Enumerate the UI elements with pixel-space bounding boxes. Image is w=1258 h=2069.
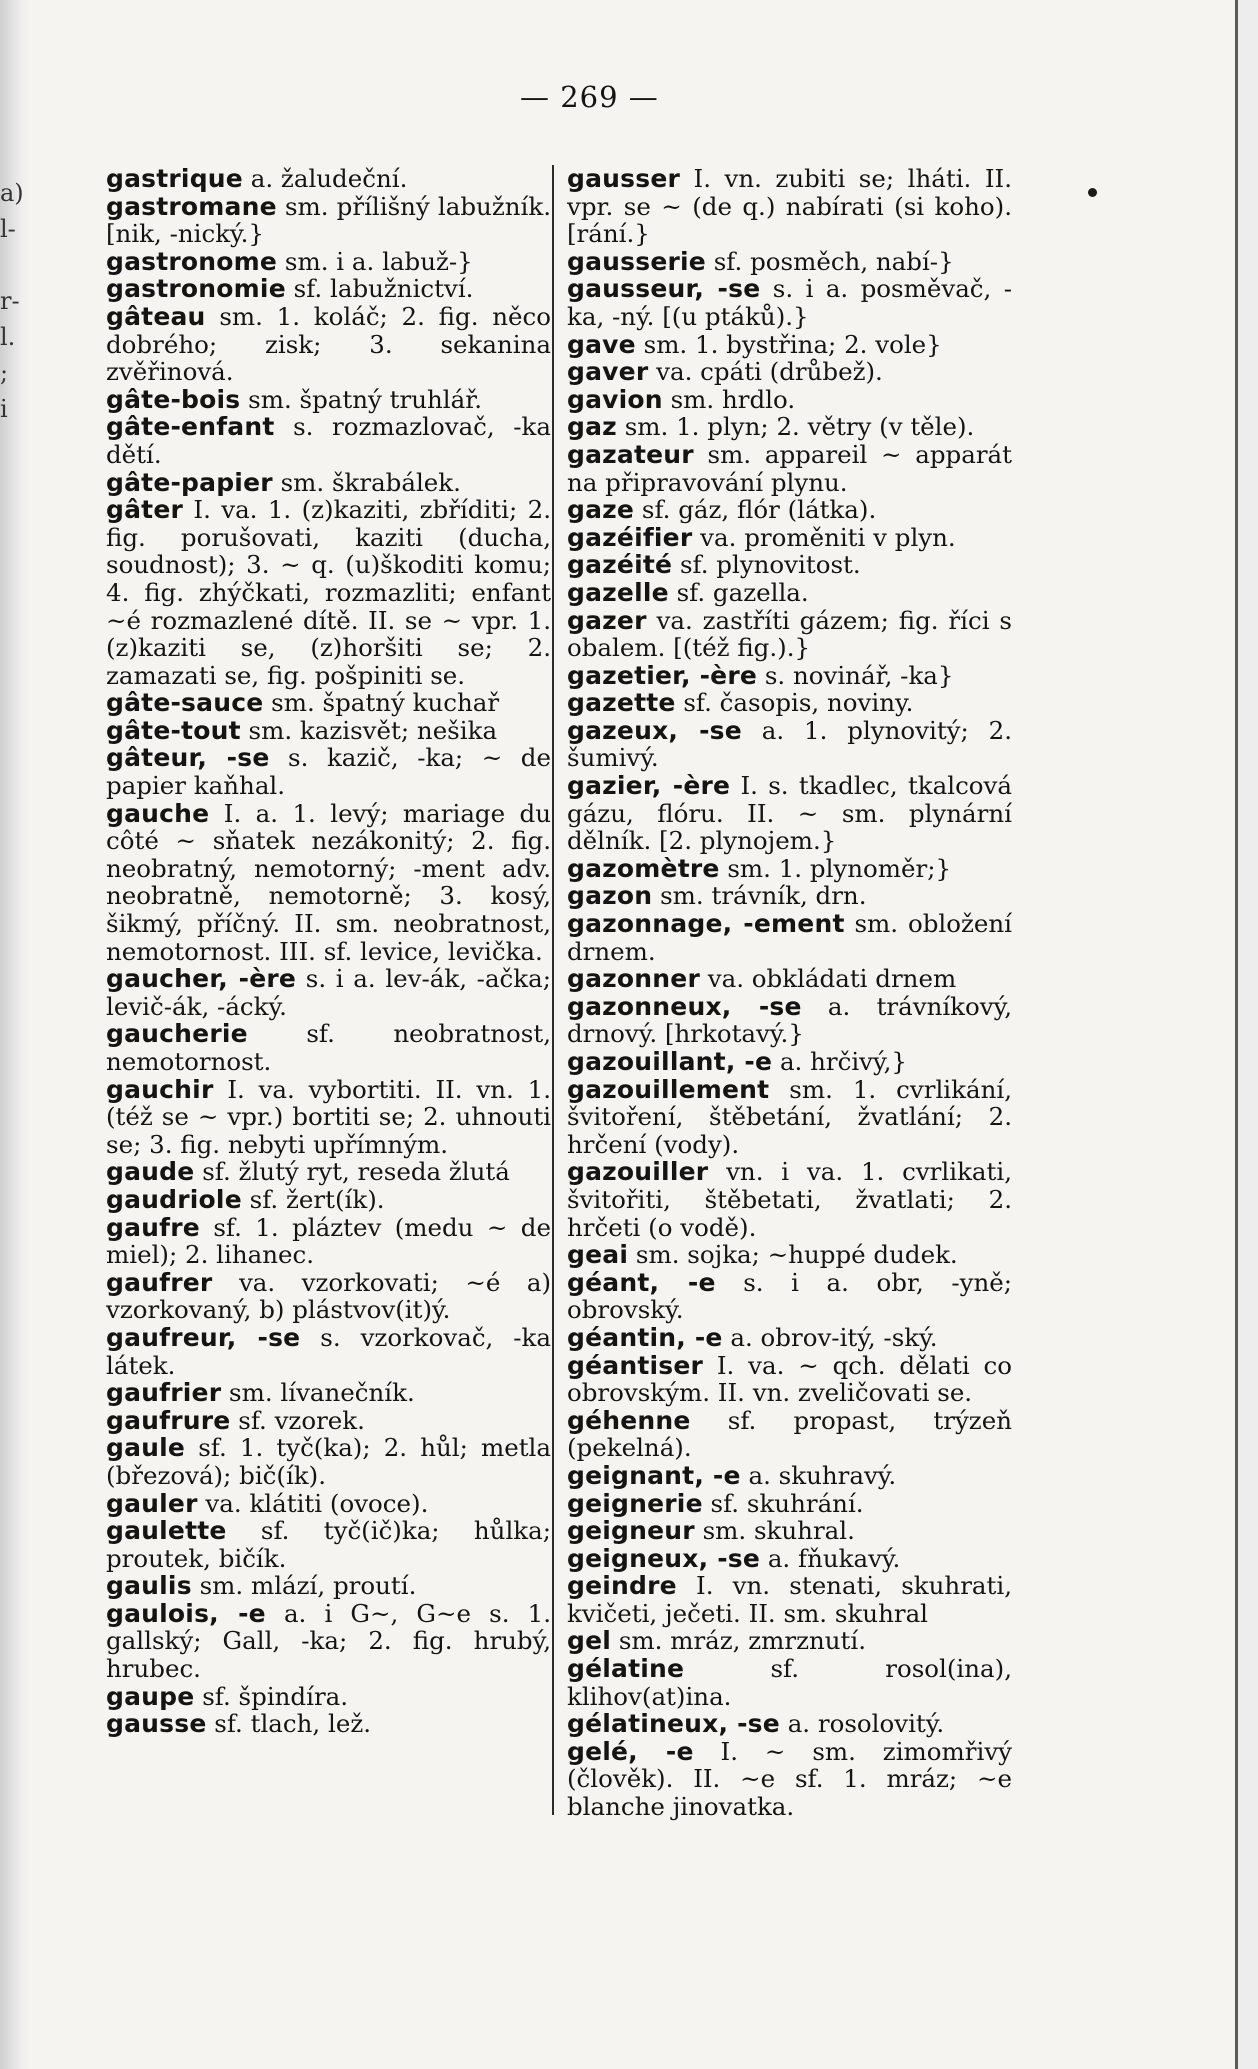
entry-headword: gauler	[106, 1488, 198, 1518]
entry-definition: s. vzorkovač, -ka látek.	[106, 1322, 551, 1380]
dictionary-entry	[106, 1379, 551, 1407]
entry-definition: sm. obložení drnem.	[567, 909, 1012, 966]
dictionary-entry	[106, 1683, 551, 1711]
entry-headword: gaver	[567, 357, 649, 387]
dictionary-entry	[106, 1324, 551, 1379]
entry-headword: gausser	[567, 164, 681, 193]
entry-definition: s. i a. posměvač, -ka, -ný. [(u ptáků).}	[567, 274, 1013, 331]
dictionary-entry	[567, 1158, 1012, 1241]
dictionary-entry	[567, 496, 1012, 524]
entry-headword: gâte-bois	[106, 384, 241, 414]
entry-headword: gâteau	[106, 301, 206, 331]
margin-fragment: l-	[0, 215, 16, 243]
entry-definition: sm. 1. plyn; 2. větry (v těle).	[624, 412, 975, 442]
entry-headword: gazer	[567, 605, 647, 635]
dictionary-entry	[567, 165, 1012, 248]
entry-headword: geindre	[567, 1571, 677, 1601]
entry-definition: I. vn. stenati, skuhrati, kvičeti, ječeti. II. sm. skuhral	[567, 1571, 1012, 1628]
dictionary-entry	[567, 551, 1012, 579]
entry-definition: sm. kazisvět; nešika	[248, 715, 498, 745]
entry-definition: sm. 1. cvrlikání, švitoření, štěbetání, žvatlání; 2. hrčení (vody).	[567, 1074, 1012, 1159]
dictionary-entry	[567, 882, 1012, 910]
entry-headword: gavion	[567, 384, 663, 414]
entry-definition: a. i G~, G~e s. 1. gallský; Gall, -ka; 2. fig. hrubý, hrubec.	[106, 1598, 551, 1684]
dictionary-entry	[567, 910, 1012, 965]
entry-definition: I. ~ sm. zimomřivý (člověk). II. ~e sf. 1. mráz; ~e blanche jinovatka.	[567, 1736, 1012, 1822]
entry-definition: sm. 1. koláč; 2. fig. něco dobrého; zisk; 3. sekanina zvěřinová.	[106, 301, 551, 387]
entry-definition: I. s. tkadlec, tkalcová gázu, flóru. II. ~ sm. plynární dělník. [2. plynojem.}	[567, 771, 1012, 856]
entry-headword: gastrique	[106, 164, 243, 193]
dictionary-entry	[106, 1572, 551, 1600]
entry-headword: géant, -e	[567, 1267, 716, 1297]
dictionary-entry	[106, 1600, 551, 1683]
entry-definition: sf. 1. tyč(ka); 2. hůl; metla (březová); bič(ík).	[106, 1433, 551, 1490]
entry-headword: gausserie	[567, 246, 706, 276]
dictionary-entry	[567, 607, 1012, 662]
entry-definition: sf. vzorek.	[238, 1405, 365, 1435]
entry-definition: sf. neobratnost, nemotornost.	[106, 1019, 551, 1076]
dictionary-entry	[106, 1434, 551, 1489]
dictionary-entry	[106, 1269, 551, 1324]
dictionary-entry	[106, 413, 551, 468]
entry-definition: I. a. 1. levý; mariage du côté ~ sňatek nezákonitý; 2. fig. neobratný, nemotorný; -ment adv. neobratně, nemotorně; 3. kosý, šikmý, příčný. II. sm. neobratnost, nemotornost. III. sf. levice, levička.	[106, 798, 551, 966]
entry-headword: gaufrier	[106, 1378, 222, 1408]
entry-definition: s. novinář, -ka}	[764, 660, 954, 690]
entry-headword: geigneur	[567, 1516, 695, 1546]
entry-definition: sf. rosol(ina), klihov(at)ina.	[567, 1654, 1012, 1711]
dictionary-entry	[106, 744, 551, 799]
dictionary-entry	[567, 662, 1012, 690]
entry-definition: sm. škrabálek.	[280, 467, 461, 497]
entry-headword: gazelle	[567, 577, 669, 607]
entry-headword: gazetier, -ère	[567, 660, 758, 690]
dictionary-entry	[567, 1048, 1012, 1076]
entry-definition: va. zastříti gázem; fig. říci s obalem. [(též fig.).}	[567, 605, 1012, 663]
dictionary-entry	[567, 386, 1012, 414]
entry-definition: sf. žert(ík).	[249, 1184, 385, 1214]
dictionary-entry	[567, 689, 1012, 717]
entry-headword: gélatineux, -se	[567, 1709, 780, 1739]
dictionary-entry	[106, 1158, 551, 1186]
dictionary-entry	[106, 800, 551, 966]
entry-headword: gazateur	[567, 439, 694, 469]
entry-headword: gauche	[106, 798, 210, 828]
entry-definition: sf. časopis, noviny.	[683, 688, 914, 718]
entry-headword: gaufre	[106, 1212, 200, 1242]
entry-headword: gazéifier	[567, 522, 693, 552]
entry-headword: gausseur, -se	[567, 274, 761, 304]
entry-headword: geigneux, -se	[567, 1543, 761, 1573]
entry-headword: gazouillement	[567, 1074, 770, 1104]
entry-definition: sm. mlází, proutí.	[199, 1571, 417, 1601]
entry-headword: gaudriole	[106, 1184, 242, 1214]
entry-definition: I. va. 1. (z)kaziti, zbříditi; 2. fig. porušovati, kaziti (ducha, soudnost); 3. ~ q. (u)škoditi komu; 4. fig. zhýčkati, rozmazliti; enfant ~é rozmazlené dítě. II. se ~ vpr. 1. (z)kaziti se, (z)horšiti se; 2. zamazati se, fig. pošpiniti se.	[106, 495, 551, 690]
entry-definition: sf. plynovitost.	[679, 550, 861, 580]
entry-definition: va. obkládati drnem	[707, 964, 957, 994]
entry-definition: sf. posměch, nabí-}	[713, 246, 954, 276]
dictionary-entry	[567, 993, 1012, 1048]
entry-headword: gâte-enfant	[106, 412, 275, 442]
entry-definition: a. trávníkový, drnový. [hrkotavý.}	[567, 991, 1012, 1049]
entry-definition: sm. sojka; ~huppé dudek.	[635, 1240, 958, 1270]
dictionary-entry	[567, 275, 1012, 330]
margin-fragment: i	[0, 395, 8, 423]
entry-headword: geignant, -e	[567, 1460, 741, 1490]
entry-headword: geai	[567, 1240, 629, 1270]
entry-definition: sm. špatný kuchař	[271, 688, 500, 718]
right-column	[567, 165, 1012, 1821]
entry-headword: gaulis	[106, 1571, 192, 1601]
dictionary-entry	[567, 524, 1012, 552]
entry-definition: va. vzorkovati; ~é a) vzorkovaný, b) plástvov(it)ý.	[106, 1267, 551, 1325]
dictionary-entry	[106, 496, 551, 689]
entry-headword: gazeux, -se	[567, 715, 742, 745]
margin-fragment: l.	[0, 323, 16, 351]
entry-definition: a. obrov-itý, -ský.	[730, 1322, 938, 1352]
entry-definition: a. žaludeční.	[250, 164, 408, 193]
dictionary-entry	[106, 717, 551, 745]
margin-fragment: a)	[0, 179, 24, 207]
entry-definition: sf. žlutý ryt, reseda žlutá	[202, 1157, 510, 1187]
entry-headword: gazonnage, -ement	[567, 909, 845, 939]
entry-headword: gaufrure	[106, 1405, 231, 1435]
entry-headword: gâte-tout	[106, 715, 241, 745]
dictionary-entry	[106, 165, 551, 193]
dictionary-entry	[567, 358, 1012, 386]
entry-headword: gaze	[567, 495, 635, 525]
entry-definition: sm. i a. labuž-}	[284, 246, 473, 276]
entry-definition: a. hrčivý,}	[779, 1047, 907, 1076]
entry-headword: gazomètre	[567, 853, 720, 883]
entry-headword: gazonneux, -se	[567, 991, 802, 1021]
dictionary-entry	[567, 1269, 1012, 1324]
dictionary-entry	[106, 1186, 551, 1214]
margin-fragment: r-	[0, 287, 20, 315]
dictionary-entry	[106, 1490, 551, 1518]
entry-headword: gazette	[567, 688, 676, 718]
dictionary-entry	[567, 1572, 1012, 1627]
entry-definition: sm. appareil ~ apparát na připravování plynu.	[567, 439, 1012, 497]
dictionary-entry	[567, 413, 1012, 441]
entry-definition: va. proměniti v plyn.	[700, 522, 956, 552]
entry-definition: sm. 1. plynoměr;}	[727, 853, 952, 883]
entry-definition: sf. labužnictví.	[293, 274, 474, 304]
dictionary-entry	[106, 303, 551, 386]
entry-headword: géhenne	[567, 1405, 691, 1435]
entry-headword: gastronomie	[106, 274, 286, 304]
entry-headword: gel	[567, 1626, 612, 1656]
entry-definition: sm. přílišný labužník. [nik, -nický.}	[106, 191, 551, 249]
entry-definition: sf. propast, trýzeň (pekelná).	[567, 1405, 1012, 1463]
entry-definition: sf. gáz, flór (látka).	[641, 495, 877, 525]
entry-headword: gâter	[106, 495, 184, 525]
entry-definition: sm. špatný truhlář.	[248, 384, 483, 414]
entry-headword: gaz	[567, 412, 617, 442]
entry-definition: sf. gazella.	[676, 577, 809, 607]
entry-definition: s. rozmazlovač, -ka dětí.	[106, 412, 552, 469]
entry-definition: sm. 1. bystřina; 2. vole}	[643, 329, 942, 359]
entry-headword: gaupe	[106, 1681, 195, 1711]
dictionary-entry	[567, 1517, 1012, 1545]
entry-headword: gazonner	[567, 964, 700, 994]
dictionary-entry	[567, 1241, 1012, 1269]
entry-definition: sf. skuhrání.	[710, 1488, 864, 1518]
entry-definition: sf. 1. pláztev (medu ~ de miel); 2. lihanec.	[106, 1212, 551, 1270]
entry-definition: I. vn. zubiti se; lháti. II. vpr. se ~ (de q.) nabírati (si koho). [rání.}	[567, 164, 1012, 249]
dictionary-entry	[567, 248, 1012, 276]
dictionary-entry	[567, 1076, 1012, 1159]
entry-headword: gave	[567, 329, 636, 359]
dictionary-entry	[567, 441, 1012, 496]
entry-headword: gausse	[106, 1709, 207, 1739]
dictionary-entry	[567, 1627, 1012, 1655]
dictionary-entry	[106, 965, 551, 1020]
dictionary-entry	[106, 193, 551, 248]
entry-definition: va. klátiti (ovoce).	[205, 1488, 429, 1518]
entry-definition: vn. i va. 1. cvrlikati, švitořiti, štěbetati, žvatlati; 2. hrčeti (o vodě).	[567, 1157, 1012, 1242]
dictionary-entry	[106, 469, 551, 497]
entry-headword: gazéité	[567, 550, 673, 580]
dictionary-entry	[567, 1490, 1012, 1518]
entry-headword: gâte-sauce	[106, 688, 264, 718]
entry-definition: sm. skuhral.	[702, 1516, 855, 1546]
entry-definition: sf. tyč(ič)ka; hůlka; proutek, bičík.	[106, 1516, 551, 1573]
entry-headword: gaufreur, -se	[106, 1322, 301, 1352]
entry-headword: gauchir	[106, 1074, 214, 1104]
entry-headword: gazouiller	[567, 1157, 709, 1187]
entry-headword: gazier, -ère	[567, 771, 731, 801]
left-column	[106, 165, 551, 1738]
entry-definition: sm. lívanečník.	[229, 1378, 415, 1408]
entry-definition: a. 1. plynovitý; 2. šumivý.	[567, 715, 1012, 773]
entry-definition: I. va. vybortiti. II. vn. 1. (též se ~ vpr.) bortiti se; 2. uhnouti se; 3. fig. nebyti upřímným.	[106, 1074, 552, 1159]
dictionary-entry	[106, 1214, 551, 1269]
dictionary-entry	[567, 1710, 1012, 1738]
entry-headword: gaulette	[106, 1516, 227, 1546]
dictionary-entry	[567, 965, 1012, 993]
dictionary-entry	[567, 717, 1012, 772]
dictionary-entry	[567, 1407, 1012, 1462]
entry-headword: gazon	[567, 881, 653, 911]
entry-headword: gaule	[106, 1433, 186, 1463]
entry-headword: gazouillant, -e	[567, 1047, 773, 1076]
margin-fragments	[0, 175, 24, 427]
dictionary-entry	[567, 1324, 1012, 1352]
entry-definition: sf. tlach, lež.	[214, 1709, 372, 1739]
dictionary-entry	[567, 579, 1012, 607]
dictionary-entry	[106, 386, 551, 414]
entry-headword: gaucherie	[106, 1019, 248, 1049]
dictionary-entry	[106, 689, 551, 717]
entry-headword: gaucher, -ère	[106, 964, 297, 994]
dictionary-entry	[106, 1020, 551, 1075]
entry-headword: gaulois, -e	[106, 1598, 266, 1628]
margin-fragment: ;	[0, 359, 9, 387]
entry-headword: geignerie	[567, 1488, 703, 1518]
entry-definition: s. i a. obr, -yně; obrovský.	[567, 1267, 1012, 1325]
entry-definition: sf. špindíra.	[202, 1681, 349, 1711]
dictionary-entry	[106, 1710, 551, 1738]
print-dot-mark	[1088, 188, 1097, 197]
dictionary-entry	[106, 275, 551, 303]
entry-headword: géantin, -e	[567, 1322, 723, 1352]
entry-headword: gaude	[106, 1157, 195, 1187]
entry-headword: géantiser	[567, 1350, 704, 1380]
entry-definition: va. cpáti (drůbež).	[656, 357, 883, 387]
entry-definition: s. i a. lev-ák, -ačka; levič-ák, -ácký.	[106, 964, 551, 1021]
entry-headword: gastromane	[106, 191, 277, 221]
entry-definition: s. kazič, -ka; ~ de papier kaňhal.	[106, 743, 551, 801]
scan-border-right	[1235, 0, 1258, 2069]
entry-definition: a. fňukavý.	[767, 1543, 901, 1573]
dictionary-entry	[106, 1517, 551, 1572]
entry-definition: sm. trávník, drn.	[660, 881, 867, 911]
entry-headword: gaufrer	[106, 1267, 213, 1297]
dictionary-entry	[106, 248, 551, 276]
entry-headword: gâte-papier	[106, 467, 273, 497]
dictionary-entry	[567, 331, 1012, 359]
entry-headword: gélatine	[567, 1654, 685, 1684]
dictionary-entry	[567, 1352, 1012, 1407]
entry-headword: gastronome	[106, 246, 278, 276]
dictionary-entry	[567, 855, 1012, 883]
margin-fragment	[0, 247, 20, 283]
entry-definition: a. skuhravý.	[748, 1460, 897, 1490]
dictionary-entry	[567, 772, 1012, 855]
dictionary-entry	[567, 1462, 1012, 1490]
entry-definition: sm. mráz, zmrznutí.	[618, 1626, 867, 1656]
dictionary-entry	[106, 1076, 551, 1159]
dictionary-entry	[567, 1738, 1012, 1821]
entry-definition: I. va. ~ qch. dělati co obrovským. II. vn. zveličovati se.	[567, 1350, 1012, 1408]
entry-headword: gelé, -e	[567, 1736, 694, 1766]
dictionary-entry	[567, 1545, 1012, 1573]
dictionary-entry	[567, 1655, 1012, 1710]
entry-definition: a. rosolovitý.	[787, 1709, 945, 1739]
entry-definition: sm. hrdlo.	[670, 384, 796, 414]
page-number: — 269 —	[520, 80, 659, 114]
column-divider	[552, 165, 554, 1815]
entry-headword: gâteur, -se	[106, 743, 270, 773]
dictionary-entry	[106, 1407, 551, 1435]
